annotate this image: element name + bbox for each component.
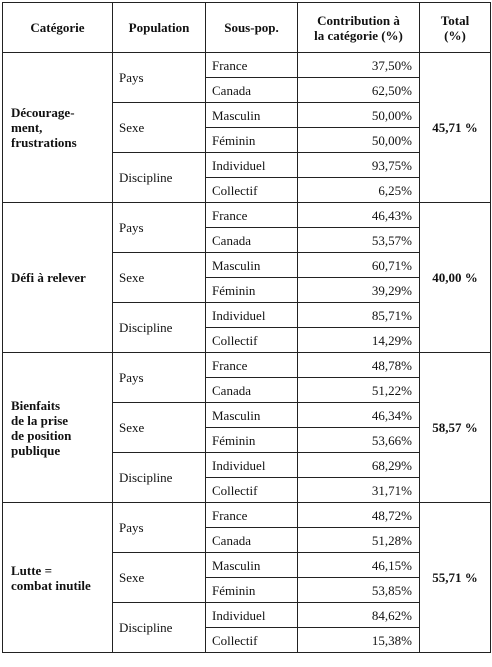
contribution-cell: 37,50% (298, 53, 420, 78)
subpopulation-cell: Féminin (206, 128, 298, 153)
subpopulation-cell: Masculin (206, 553, 298, 578)
subpopulation-cell: Masculin (206, 403, 298, 428)
contribution-cell: 84,62% (298, 603, 420, 628)
subpopulation-cell: France (206, 503, 298, 528)
total-cell: 45,71 % (420, 53, 491, 203)
population-cell: Pays (113, 503, 206, 553)
contribution-cell: 39,29% (298, 278, 420, 303)
subpopulation-cell: France (206, 203, 298, 228)
contribution-cell: 68,29% (298, 453, 420, 478)
subpopulation-cell: Individuel (206, 603, 298, 628)
subpopulation-cell: Canada (206, 228, 298, 253)
table-row (3, 53, 491, 78)
population-cell: Sexe (113, 553, 206, 603)
population-cell: Discipline (113, 153, 206, 203)
subpopulation-cell: Individuel (206, 153, 298, 178)
subpopulation-cell: Féminin (206, 578, 298, 603)
subpopulation-cell: Individuel (206, 303, 298, 328)
contribution-cell: 48,72% (298, 503, 420, 528)
population-cell: Sexe (113, 103, 206, 153)
contribution-cell: 60,71% (298, 253, 420, 278)
contribution-cell: 51,28% (298, 528, 420, 553)
subpopulation-cell: Féminin (206, 278, 298, 303)
contribution-cell: 53,85% (298, 578, 420, 603)
population-cell: Pays (113, 353, 206, 403)
total-cell: 55,71 % (420, 503, 491, 653)
contribution-cell: 14,29% (298, 328, 420, 353)
subpopulation-cell: Canada (206, 378, 298, 403)
contribution-cell: 48,78% (298, 353, 420, 378)
header-categorie: Catégorie (3, 3, 113, 53)
total-cell: 58,57 % (420, 353, 491, 503)
subpopulation-cell: Canada (206, 78, 298, 103)
population-cell: Discipline (113, 603, 206, 653)
subpopulation-cell: Masculin (206, 253, 298, 278)
table-row (3, 503, 491, 528)
table-row (3, 203, 491, 228)
subpopulation-cell: Féminin (206, 428, 298, 453)
subpopulation-cell: Collectif (206, 328, 298, 353)
contribution-cell: 6,25% (298, 178, 420, 203)
population-cell: Sexe (113, 253, 206, 303)
subpopulation-cell: Masculin (206, 103, 298, 128)
results-table (2, 2, 491, 653)
contribution-cell: 51,22% (298, 378, 420, 403)
population-cell: Sexe (113, 403, 206, 453)
table-body (3, 53, 491, 653)
contribution-cell: 93,75% (298, 153, 420, 178)
population-cell: Pays (113, 203, 206, 253)
subpopulation-cell: France (206, 353, 298, 378)
population-cell: Pays (113, 53, 206, 103)
subpopulation-cell: Collectif (206, 178, 298, 203)
contribution-cell: 46,43% (298, 203, 420, 228)
header-sous-population: Sous-pop. (206, 3, 298, 53)
header-row (3, 3, 491, 53)
contribution-cell: 53,57% (298, 228, 420, 253)
contribution-cell: 31,71% (298, 478, 420, 503)
header-total: Total (%) (420, 3, 491, 53)
subpopulation-cell: Canada (206, 528, 298, 553)
category-cell: Défi à relever (3, 203, 113, 353)
subpopulation-cell: Collectif (206, 478, 298, 503)
contribution-cell: 15,38% (298, 628, 420, 653)
subpopulation-cell: France (206, 53, 298, 78)
contribution-cell: 50,00% (298, 103, 420, 128)
total-cell: 40,00 % (420, 203, 491, 353)
header-contribution: Contribution à la catégorie (%) (298, 3, 420, 53)
contribution-cell: 46,34% (298, 403, 420, 428)
contribution-cell: 85,71% (298, 303, 420, 328)
category-cell: Décourage- ment, frustrations (3, 53, 113, 203)
category-cell: Bienfaits de la prise de position publique (3, 353, 113, 503)
contribution-cell: 53,66% (298, 428, 420, 453)
subpopulation-cell: Collectif (206, 628, 298, 653)
contribution-cell: 62,50% (298, 78, 420, 103)
population-cell: Discipline (113, 303, 206, 353)
contribution-cell: 50,00% (298, 128, 420, 153)
header-population: Population (113, 3, 206, 53)
category-cell: Lutte = combat inutile (3, 503, 113, 653)
subpopulation-cell: Individuel (206, 453, 298, 478)
contribution-cell: 46,15% (298, 553, 420, 578)
population-cell: Discipline (113, 453, 206, 503)
table-row (3, 353, 491, 378)
